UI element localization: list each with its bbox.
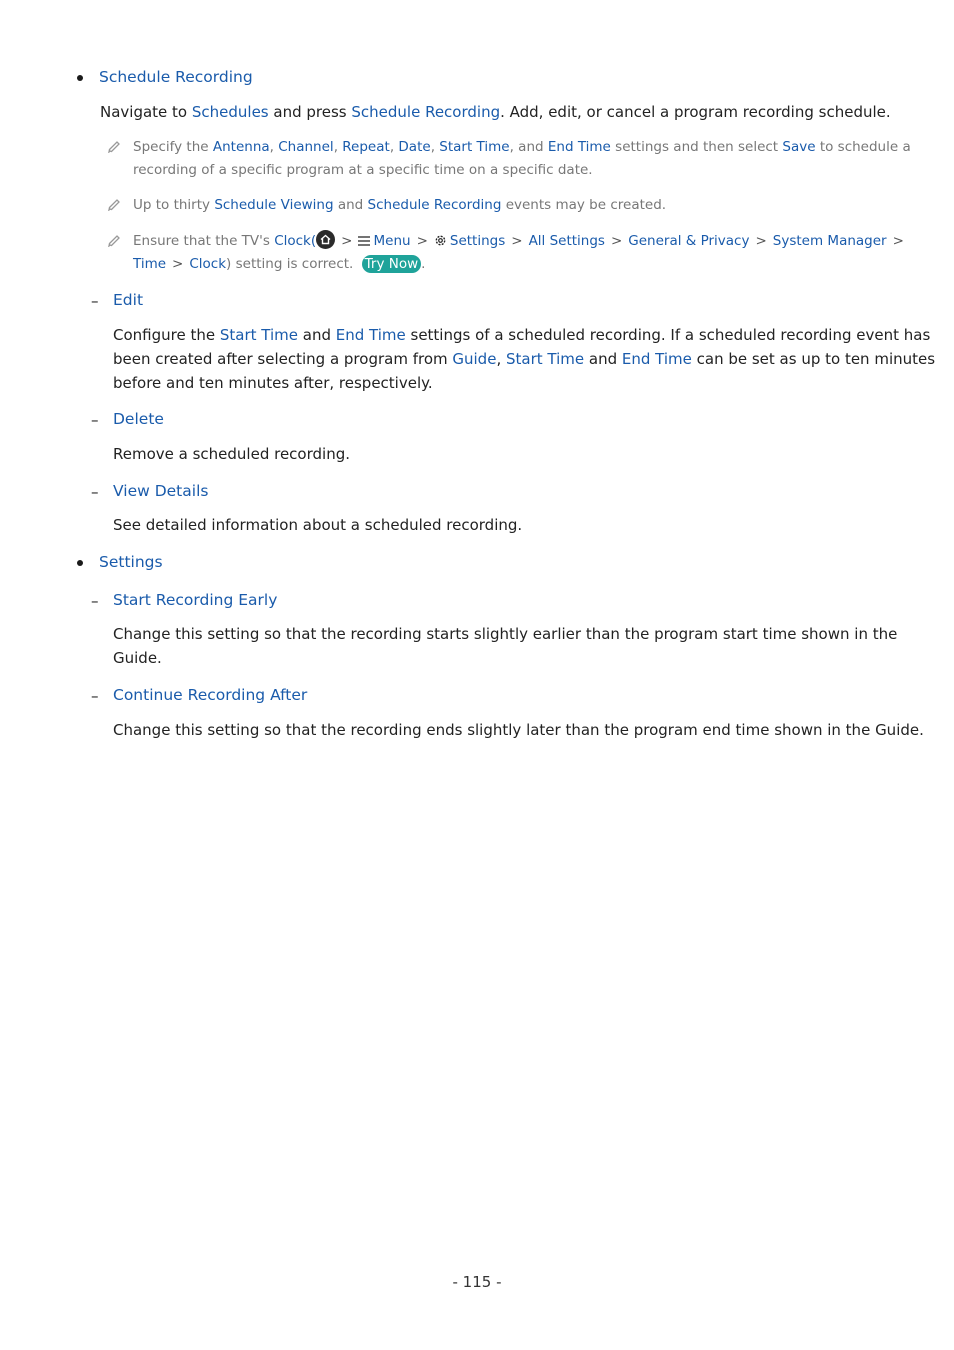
subheading-continue-recording-after: Continue Recording After: [113, 686, 308, 704]
chevron-right-icon: >: [511, 233, 523, 249]
try-now-button[interactable]: Try Now: [362, 255, 422, 273]
paragraph-delete: Remove a scheduled recording.: [113, 445, 350, 463]
subheading-delete: Delete: [113, 410, 164, 428]
subheading-edit: Edit: [113, 291, 144, 309]
home-icon: [316, 230, 335, 249]
paragraph-continue-recording-after: Change this setting so that the recording ends slightly later than the program end time shown in the Guide.: [113, 721, 924, 739]
chevron-right-icon: >: [755, 233, 767, 249]
dash-marker: –: [91, 483, 99, 501]
pencil-icon: [107, 139, 121, 153]
paragraph-navigate: Navigate to Schedules and press Schedule Recording. Add, edit, or cancel a program recording schedule.: [100, 103, 891, 121]
note-specify: Specify the Antenna, Channel, Repeat, Date, Start Time, and End Time settings and then select Save to schedule a recording of a specific program at a specific time on a specific date.: [133, 139, 911, 178]
subheading-view-details: View Details: [113, 482, 209, 500]
dash-marker: –: [91, 411, 99, 429]
dash-marker: –: [91, 292, 99, 310]
subheading-start-recording-early: Start Recording Early: [113, 591, 278, 609]
menu-icon: [358, 236, 370, 246]
section-heading-schedule-recording: Schedule Recording: [99, 68, 253, 86]
section-heading-settings: Settings: [99, 553, 163, 571]
chevron-right-icon: >: [341, 233, 353, 249]
gear-icon: [434, 234, 447, 247]
chevron-right-icon: >: [610, 233, 623, 249]
dash-marker: –: [91, 592, 99, 610]
pencil-icon: [107, 197, 121, 211]
dash-marker: –: [91, 687, 99, 705]
bullet: [77, 75, 83, 81]
chevron-right-icon: >: [416, 233, 428, 249]
note-up-to-thirty: Up to thirty Schedule Viewing and Schedule Recording events may be created.: [133, 197, 667, 213]
chevron-right-icon: >: [892, 233, 904, 249]
pencil-icon: [107, 233, 121, 247]
paragraph-view-details: See detailed information about a scheduled recording.: [113, 516, 523, 534]
bullet: [77, 560, 83, 566]
paragraph-start-recording-early: Change this setting so that the recording starts slightly earlier than the program start time shown in the Guide.: [113, 625, 898, 667]
paragraph-edit: Configure the Start Time and End Time settings of a scheduled recording. If a scheduled recording event has been created after selecting a program from Guide, Start Time and End Time can be set as up to ten minutes before and ten minutes after, respectively.: [113, 326, 936, 392]
chevron-right-icon: >: [172, 256, 184, 272]
page-number: - 115 -: [452, 1273, 502, 1291]
link-schedules: Schedules: [191, 103, 269, 121]
link-schedule-recording: Schedule Recording: [351, 103, 501, 121]
note-ensure-clock: Ensure that the TV's Clock( > Menu > Settings > All Settings > General & Privacy > System Manager > Time > Clock) setting is correct. Try Now .: [133, 230, 910, 276]
